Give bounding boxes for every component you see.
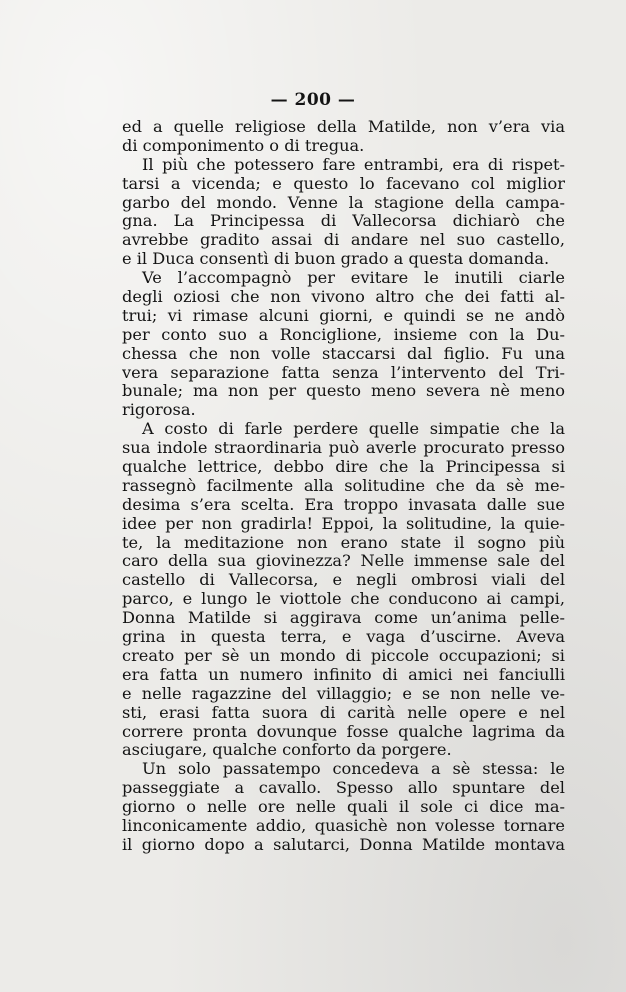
text-line: castello di Vallecorsa, e negli ombrosi viali del	[122, 571, 565, 590]
text-line: per conto suo a Ronciglione, insieme con la Du-	[122, 325, 565, 344]
text-line: Un solo passatempo concedeva a sè stessa: le	[142, 760, 565, 779]
text-line: linconicamente addio, quasichè non volesse tornare	[122, 816, 565, 835]
text-line: degli oziosi che non vivono altro che dei fatti al-	[122, 288, 565, 307]
text-line: e il Duca consentì di buon grado a questa domanda.	[122, 250, 550, 269]
text-line: Donna Matilde si aggirava come un’anima pelle-	[122, 609, 565, 628]
text-line: correre pronta dovunque fosse qualche lagrima da	[122, 722, 565, 741]
text-line: rassegnò facilmente alla solitudine che da sè me-	[122, 476, 565, 495]
text-line: chessa che non volle staccarsi dal figlio. Fu una	[122, 344, 565, 363]
text-line: tarsi a vicenda; e questo lo facevano col miglior	[122, 174, 565, 193]
text-line: di componimento o di tregua.	[122, 136, 365, 155]
text-line: garbo del mondo. Venne la stagione della campa-	[122, 193, 565, 212]
text-line: grina in questa terra, e vaga d’uscirne. Aveva	[122, 628, 565, 647]
text-line: sua indole straordinaria può averle procurato presso	[122, 439, 565, 458]
text-line: e nelle ragazzine del villaggio; e se non nelle ve-	[122, 684, 565, 703]
text-line: te, la meditazione non erano state il sogno più	[122, 533, 565, 552]
text-line: vera separazione fatta senza l’intervento del Tri-	[122, 363, 565, 382]
text-line: bunale; ma non per questo meno severa nè meno	[122, 382, 565, 401]
text-line: il giorno dopo a salutarci, Donna Matilde montava	[122, 835, 565, 854]
text-line: gna. La Principessa di Vallecorsa dichiarò che	[122, 212, 565, 231]
text-line: rigorosa.	[122, 401, 196, 420]
text-line: desima s’era scelta. Era troppo invasata dalle sue	[122, 495, 565, 514]
text-line: creato per sè un mondo di piccole occupazioni; si	[122, 646, 565, 665]
text-line: ed a quelle religiose della Matilde, non v’era via	[122, 118, 565, 136]
text-line: Ve l’accompagnò per evitare le inutili ciarle	[142, 269, 565, 288]
text-line: avrebbe gradito assai di andare nel suo castello,	[122, 231, 565, 250]
page-number: — 200 —	[270, 90, 356, 110]
text-line: era fatta un numero infinito di amici nei fanciulli	[122, 665, 565, 684]
text-line: idee per non gradirla! Eppoi, la solitudine, la quie-	[122, 514, 565, 533]
text-line: qualche lettrice, debbo dire che la Principessa si	[122, 458, 565, 477]
text-line: A costo di farle perdere quelle simpatie che la	[142, 420, 565, 439]
text-line: giorno o nelle ore nelle quali il sole ci dice ma-	[122, 798, 565, 817]
text-line: Il più che potessero fare entrambi, era di rispet-	[142, 155, 565, 174]
text-line: asciugare, qualche conforto da porgere.	[122, 741, 452, 760]
text-line: sti, erasi fatta suora di carità nelle opere e nel	[122, 703, 565, 722]
body-text	[122, 118, 565, 855]
text-line: caro della sua giovinezza? Nelle immense sale del	[122, 552, 565, 571]
text-line: parco, e lungo le viottole che conducono ai campi,	[122, 590, 565, 609]
text-line: passeggiate a cavallo. Spesso allo spuntare del	[122, 779, 565, 798]
text-line: trui; vi rimase alcuni giorni, e quindi se ne andò	[122, 306, 565, 325]
